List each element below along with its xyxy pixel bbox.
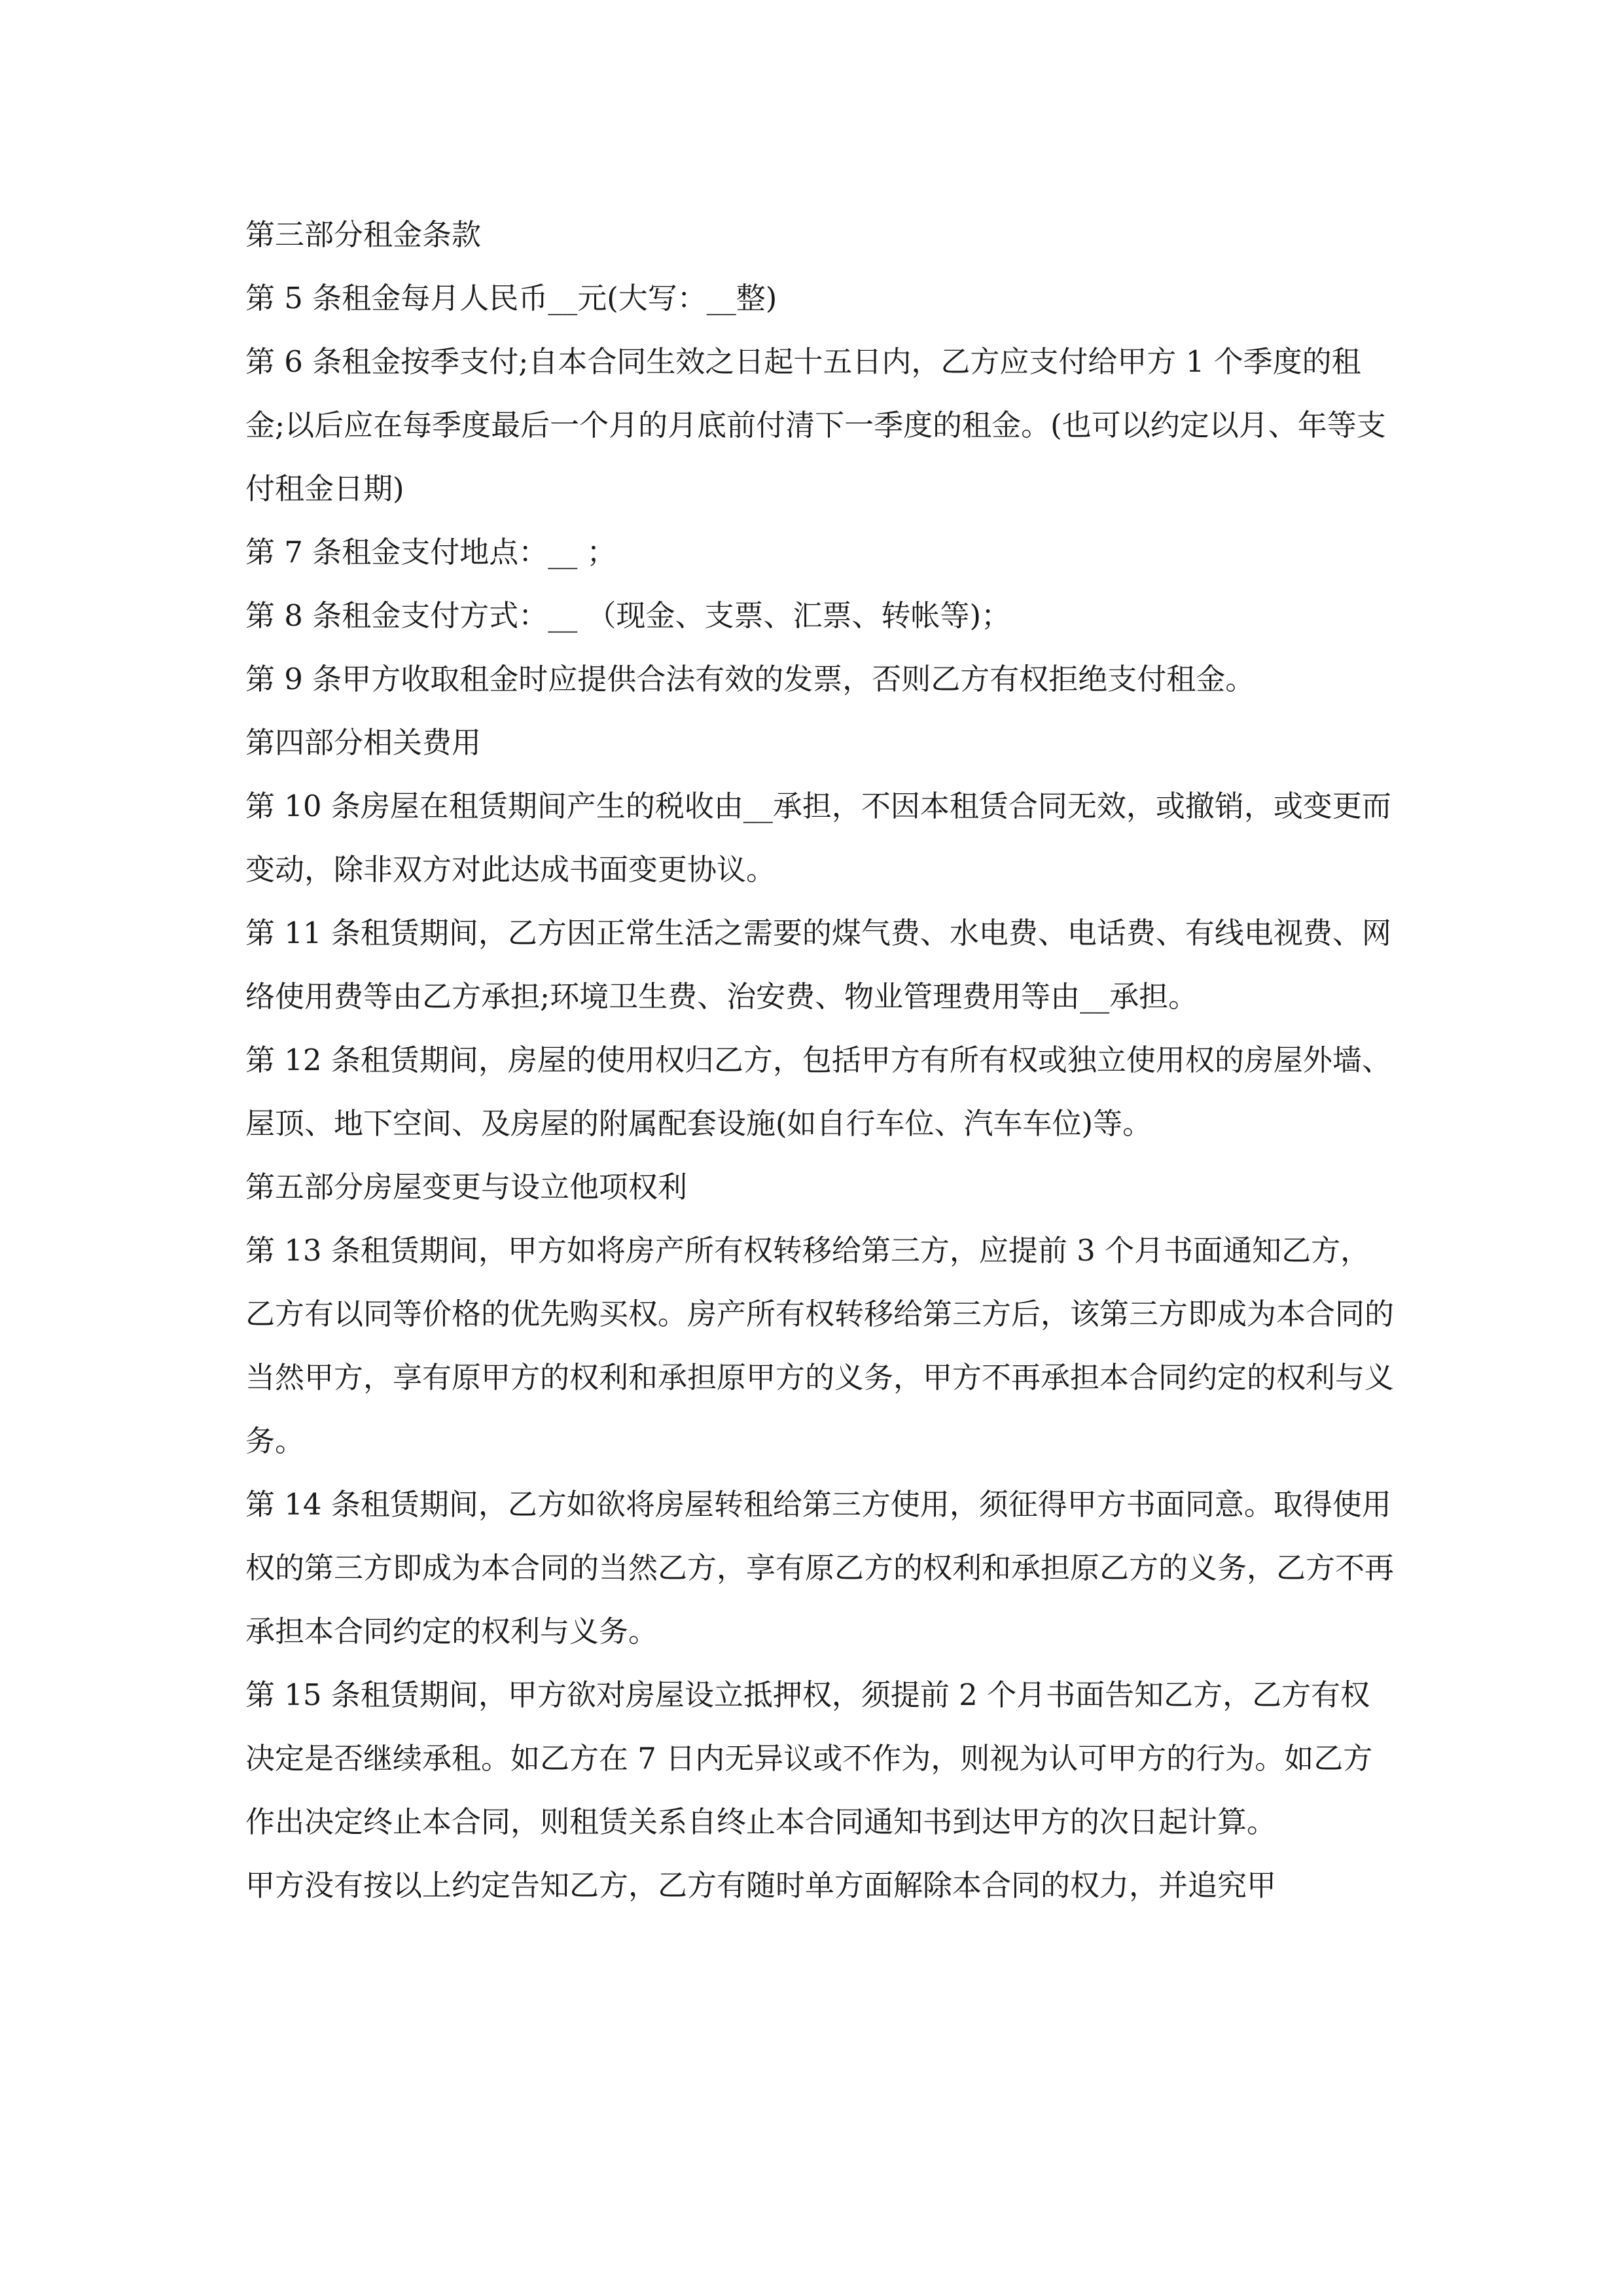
clause-11: 第 11 条租赁期间，乙方因正常生活之需要的煤气费、水电费、电话费、有线电视费、网络使用费等由乙方承担;环境卫生费、治安费、物业管理费用等由__承担。: [245, 916, 1391, 1014]
clause-14: 第 14 条租赁期间，乙方如欲将房屋转租给第三方使用，须征得甲方书面同意。取得使用权的第三方即成为本合同的当然乙方，享有原乙方的权利和承担原乙方的义务，乙方不再承担本合同约定的权利与义务。: [245, 1487, 1395, 1649]
clause-9: 第 9 条甲方收取租金时应提供合法有效的发票，否则乙方有权拒绝支付租金。: [245, 662, 1255, 696]
document-body: [245, 203, 1397, 1917]
clause-5: 第 5 条租金每月人民币__元(大写：__整): [245, 281, 777, 315]
clause-13: 第 13 条租赁期间，甲方如将房产所有权转移给第三方，应提前 3 个月书面通知乙方，乙方有以同等价格的优先购买权。房产所有权转移给第三方后，该第三方即成为本合同的当然甲方，享有原甲方的权利和承担原甲方的义务，甲方不再承担本合同约定的权利与义务。: [245, 1233, 1395, 1458]
section-heading-part-3: 第三部分租金条款: [245, 217, 482, 252]
clause-15-continuation: 甲方没有按以上约定告知乙方，乙方有随时单方面解除本合同的权力，并追究甲: [245, 1868, 1277, 1903]
clause-10: 第 10 条房屋在租赁期间产生的税收由__承担，不因本租赁合同无效，或撤销，或变更而变动，除非双方对此达成书面变更协议。: [245, 789, 1391, 887]
clause-6: 第 6 条租金按季支付;自本合同生效之日起十五日内，乙方应支付给甲方 1 个季度的租金;以后应在每季度最后一个月的月底前付清下一季度的租金。(也可以约定以月、年等支付租金日期): [245, 344, 1386, 506]
clause-12: 第 12 条租赁期间，房屋的使用权归乙方，包括甲方有所有权或独立使用权的房屋外墙、屋顶、地下空间、及房屋的附属配套设施(如自行车位、汽车车位)等。: [245, 1043, 1391, 1141]
clause-8: 第 8 条租金支付方式：__ （现金、支票、汇票、转帐等)；: [245, 598, 1011, 633]
clause-15: 第 15 条租赁期间，甲方欲对房屋设立抵押权，须提前 2 个月书面告知乙方，乙方有权决定是否继续承租。如乙方在 7 日内无异议或不作为，则视为认可甲方的行为。如乙方作出决定终止本合同，则租赁关系自终止本合同通知书到达甲方的次日起计算。: [245, 1677, 1373, 1839]
section-heading-part-4: 第四部分相关费用: [245, 725, 482, 760]
clause-7: 第 7 条租金支付地点：__ ；: [245, 535, 616, 569]
section-heading-part-5: 第五部分房屋变更与设立他项权利: [245, 1170, 688, 1204]
